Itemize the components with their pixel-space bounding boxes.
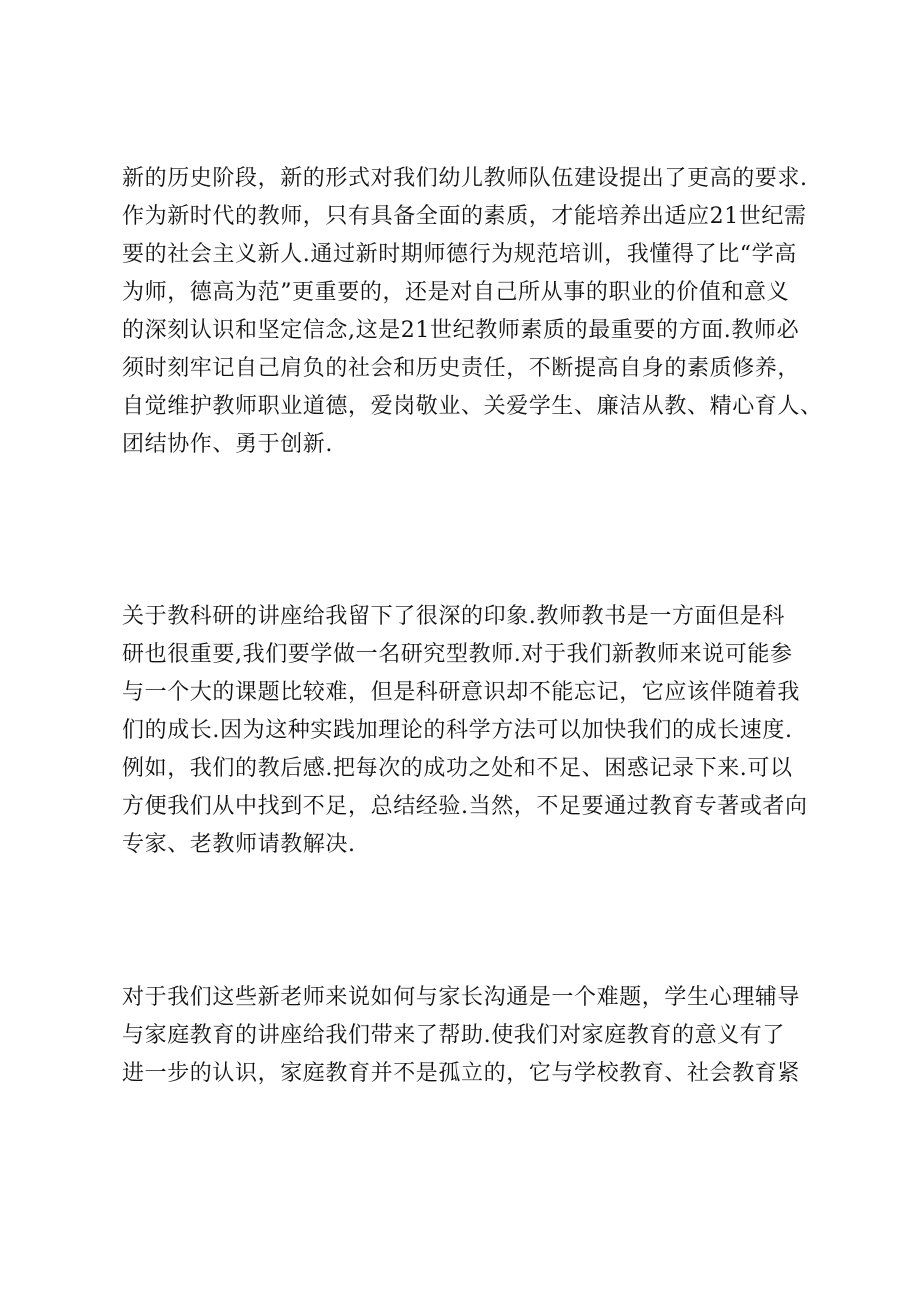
text-line: 研也很重要,我们要学做一名研究型教师.对于我们新教师来说可能参	[122, 642, 793, 667]
text-line: 们的成长.因为这种实践加理论的科学方法可以加快我们的成长速度.	[122, 718, 793, 743]
text-line: 对于我们这些新老师来说如何与家长沟通是一个难题，学生心理辅导	[122, 985, 801, 1010]
text-line: 与家庭教育的讲座给我们带来了帮助.使我们对家庭教育的意义有了	[122, 1023, 785, 1048]
text-line: 关于教科研的讲座给我留下了很深的印象.教师教书是一方面但是科	[122, 604, 785, 629]
text-line: 进一步的认识，家庭教育并不是孤立的，它与学校教育、社会教育紧	[122, 1061, 801, 1086]
text-line: 专家、老教师请教解决.	[122, 832, 356, 857]
text-line: 新的历史阶段，新的形式对我们幼儿教师队伍建设提出了更高的要求.	[122, 166, 808, 191]
text-line: 与一个大的课题比较难，但是科研意识却不能忘记，它应该伴随着我	[122, 680, 801, 705]
text-line: 须时刻牢记自己肩负的社会和历史责任，不断提高自身的素质修养，	[122, 356, 801, 381]
paragraph-research-lecture	[122, 598, 842, 864]
text-line: 方便我们从中找到不足，总结经验.当然，不足要通过教育专著或者向	[122, 794, 808, 819]
text-line: 要的社会主义新人.通过新时期师德行为规范培训，我懂得了比“学高	[122, 242, 797, 267]
text-line: 自觉维护教师职业道德，爱岗敬业、关爱学生、廉洁从教、精心育人、	[122, 394, 823, 419]
paragraph-family-education	[122, 979, 842, 1093]
text-line: 团结协作、勇于创新.	[122, 432, 333, 457]
text-line: 的深刻认识和坚定信念,这是21世纪教师素质的最重要的方面.教师必	[122, 318, 800, 343]
paragraph-teacher-ethics	[122, 160, 842, 464]
text-line: 例如，我们的教后感.把每次的成功之处和不足、困惑记录下来.可以	[122, 756, 793, 781]
text-line: 为师，德高为范”更重要的，还是对自己所从事的职业的价值和意义	[122, 280, 790, 305]
text-line: 作为新时代的教师，只有具备全面的素质，才能培养出适应21世纪需	[122, 204, 807, 229]
